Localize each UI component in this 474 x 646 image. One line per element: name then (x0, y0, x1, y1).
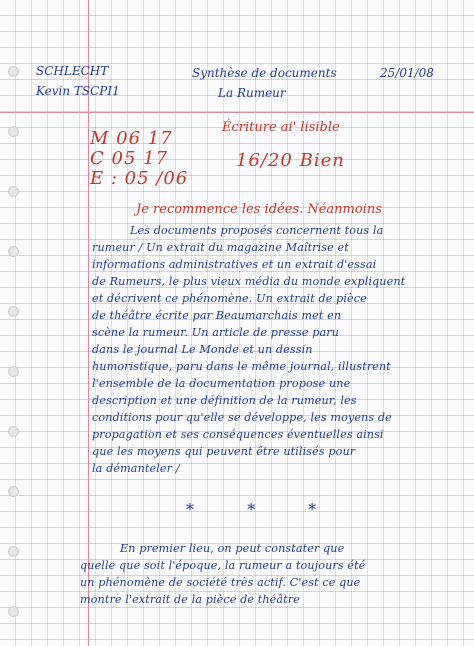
binder-hole (8, 426, 19, 437)
final-score: 16/20 Bien (236, 150, 345, 171)
grade-c: C 05 17 (90, 148, 169, 169)
assignment-title: Synthèse de documents (192, 66, 337, 80)
body-line: humoristique, paru dans le même journal, illustrent (92, 360, 391, 373)
body-line: conditions pour qu'elle se développe, les moyens de (92, 411, 392, 424)
assignment-subtitle: La Rumeur (218, 86, 286, 100)
teacher-comment: Écriture ai' lisible (222, 120, 340, 135)
body-line: un phénomène de société très actif. C'est ce que (80, 576, 361, 589)
body-line: rumeur / Un extrait du magazine Maîtrise et (92, 241, 349, 254)
body-line: de théâtre écrite par Beaumarchais met en (92, 309, 342, 322)
section-separator-stars: * * * (186, 500, 341, 519)
body-line: montre l'extrait de la pièce de théâtre (80, 593, 300, 606)
binder-hole (8, 606, 19, 617)
binder-hole (8, 546, 19, 557)
body-line: Les documents proposés concernent tous la (130, 224, 384, 237)
binder-hole (8, 486, 19, 497)
body-line: propagation et ses conséquences éventuelles ainsi (92, 428, 384, 441)
body-line: l'ensemble de la documentation propose une (92, 377, 351, 390)
body-line: dans le journal Le Monde et un dessin (92, 343, 313, 356)
grade-e: E : 05 /06 (90, 168, 189, 189)
binder-hole (8, 366, 19, 377)
header-separator-line (0, 112, 474, 113)
body-line: scène la rumeur. Un article de presse paru (92, 326, 340, 339)
body-line: et décrivent ce phénomène. Un extrait de pièce (92, 292, 367, 305)
binder-hole (8, 66, 19, 77)
binder-hole (8, 126, 19, 137)
binder-hole (8, 306, 19, 317)
teacher-remark: Je recommence les idées. Néanmoins (136, 202, 382, 217)
body-line: En premier lieu, on peut constater que (120, 542, 345, 555)
body-line: description et une définition de la rumeur, les (92, 394, 357, 407)
body-line: quelle que soit l'époque, la rumeur a toujours été (80, 559, 366, 572)
binder-hole (8, 186, 19, 197)
body-line: informations administratives et un extrait d'essai (92, 258, 377, 271)
body-line: que les moyens qui peuvent être utilisés pour (92, 445, 356, 458)
body-line: de Rumeurs, le plus vieux média du monde expliquent (92, 275, 406, 288)
student-name: SCHLECHT (36, 64, 109, 78)
assignment-date: 25/01/08 (380, 66, 434, 80)
binder-hole (8, 246, 19, 257)
body-line: la démanteler / (92, 462, 180, 475)
student-name-class: Kevin TSCPI1 (36, 84, 120, 98)
grade-m: M 06 17 (90, 128, 173, 149)
